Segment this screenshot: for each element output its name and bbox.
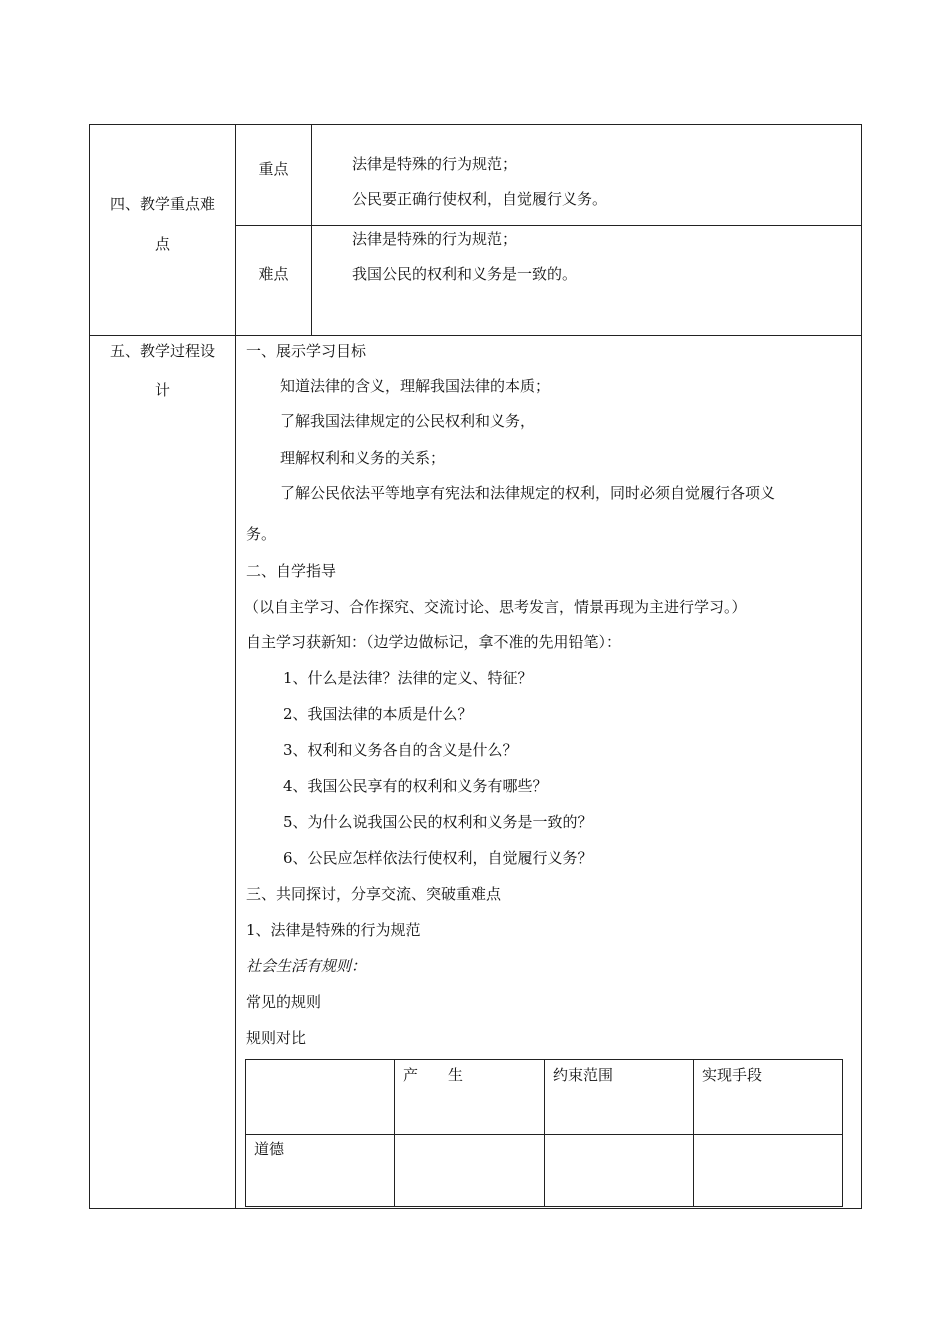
question-3: 3、权利和义务各自的含义是什么？ [283, 741, 518, 759]
section5-label-line2: 计 [154, 381, 170, 399]
table-border-left [89, 124, 90, 1209]
key-point-2: 公民要正确行使权利，自觉履行义务。 [352, 190, 608, 208]
part1-title: 一、展示学习目标 [246, 342, 367, 360]
rules-comparison: 规则对比 [246, 1029, 307, 1047]
difficult-point-2: 我国公民的权利和义务是一致的。 [352, 265, 578, 283]
section4-label-line1: 四、教学重点难 [109, 195, 215, 213]
section-divider [89, 335, 862, 336]
compare-table-col3 [693, 1059, 694, 1207]
compare-table-col1 [394, 1059, 395, 1207]
key-points-label: 重点 [258, 160, 289, 178]
compare-row-morality: 道德 [254, 1140, 285, 1158]
label-column-divider [235, 124, 236, 1209]
difficult-point-1: 法律是特殊的行为规范； [352, 230, 518, 248]
part2-title: 二、自学指导 [246, 562, 337, 580]
common-rules: 常见的规则 [246, 993, 322, 1011]
question-2: 2、我国法律的本质是什么？ [283, 705, 473, 723]
compare-table-col2 [544, 1059, 545, 1207]
goal-4-continued: 务。 [246, 525, 277, 543]
compare-table-right [842, 1059, 843, 1207]
goal-2: 了解我国法律规定的公民权利和义务， [280, 412, 536, 430]
sublabel-column-divider [311, 124, 312, 336]
part2-note: （以自主学习、合作探究、交流讨论、思考发言，情景再现为主进行学习。） [244, 598, 747, 616]
social-rules-heading: 社会生活有规则： [246, 957, 367, 975]
question-4: 4、我国公民享有的权利和义务有哪些？ [283, 777, 548, 795]
compare-header-means: 实现手段 [702, 1066, 763, 1084]
topic-1: 1、法律是特殊的行为规范 [246, 921, 421, 939]
table-border-bottom [89, 1208, 862, 1209]
difficult-points-label: 难点 [258, 265, 289, 283]
goal-1: 知道法律的含义，理解我国法律的本质； [280, 377, 551, 395]
question-1: 1、什么是法律？法律的定义、特征？ [283, 669, 533, 687]
goal-4: 了解公民依法平等地享有宪法和法律规定的权利，同时必须自觉履行各项义 [280, 484, 776, 502]
table-border-top [89, 124, 862, 125]
key-diff-divider [235, 225, 862, 226]
part3-title: 三、共同探讨，分享交流、突破重难点 [246, 885, 502, 903]
self-study-instruction: 自主学习获新知：（边学边做标记，拿不准的先用铅笔）： [246, 633, 622, 651]
question-6: 6、公民应怎样依法行使权利，自觉履行义务？ [283, 849, 593, 867]
section4-label-line2: 点 [154, 235, 170, 253]
section5-label-line1: 五、教学过程设 [109, 342, 215, 360]
table-border-right [861, 124, 862, 1209]
compare-table-left [245, 1059, 246, 1207]
goal-3: 理解权利和义务的关系； [280, 449, 446, 467]
key-point-1: 法律是特殊的行为规范； [352, 155, 518, 173]
question-5: 5、为什么说我国公民的权利和义务是一致的？ [283, 813, 593, 831]
compare-header-scope: 约束范围 [553, 1066, 614, 1084]
compare-header-origin: 产 生 [403, 1066, 464, 1084]
